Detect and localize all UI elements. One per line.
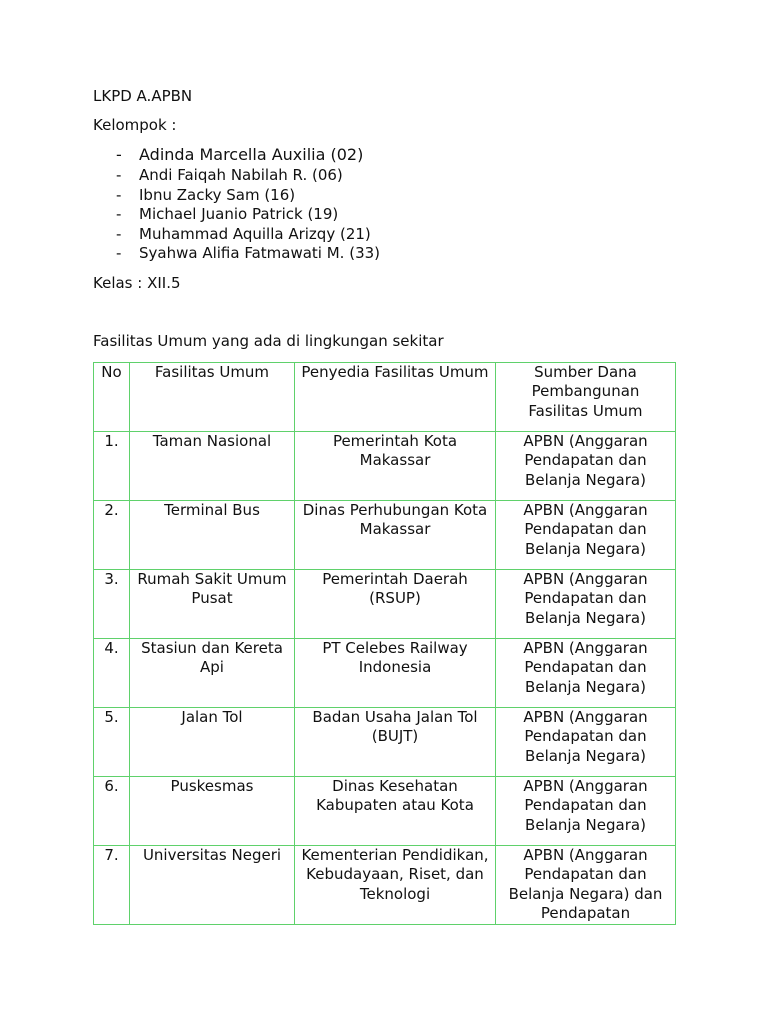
cell-facility: Rumah Sakit Umum Pusat (130, 570, 295, 639)
table-row (94, 777, 676, 846)
list-item (116, 225, 380, 245)
bullet-dash: - (116, 185, 122, 204)
table-row (94, 846, 676, 925)
bullet-dash: - (116, 244, 122, 263)
table-row (94, 432, 676, 501)
cell-no: 1. (94, 432, 130, 501)
list-item (116, 205, 380, 225)
cell-funding: APBN (Anggaran Pendapatan dan Belanja Negara) (496, 708, 676, 777)
group-label: Kelompok : (93, 116, 177, 134)
cell-no: 6. (94, 777, 130, 846)
facilities-table (93, 362, 676, 925)
cell-facility: Universitas Negeri (130, 846, 295, 925)
cell-provider: Kementerian Pendidikan, Kebudayaan, Riset, dan Teknologi (295, 846, 496, 925)
bullet-dash: - (116, 224, 122, 243)
cell-funding: APBN (Anggaran Pendapatan dan Belanja Negara) (496, 501, 676, 570)
table-row (94, 570, 676, 639)
cell-no: 5. (94, 708, 130, 777)
cell-funding: APBN (Anggaran Pendapatan dan Belanja Negara) (496, 432, 676, 501)
cell-facility: Jalan Tol (130, 708, 295, 777)
member-name: Michael Juanio Patrick (19) (139, 205, 339, 224)
table-row (94, 639, 676, 708)
list-item (116, 166, 380, 186)
cell-provider: PT Celebes Railway Indonesia (295, 639, 496, 708)
cell-no: 7. (94, 846, 130, 925)
cell-facility: Stasiun dan Kereta Api (130, 639, 295, 708)
header-facility: Fasilitas Umum (130, 363, 295, 432)
cell-provider: Badan Usaha Jalan Tol (BUJT) (295, 708, 496, 777)
member-name: Ibnu Zacky Sam (16) (139, 185, 296, 204)
header-funding: Sumber Dana Pembangunan Fasilitas Umum (496, 363, 676, 432)
cell-funding: APBN (Anggaran Pendapatan dan Belanja Negara) (496, 639, 676, 708)
bullet-dash: - (116, 145, 122, 164)
cell-no: 3. (94, 570, 130, 639)
cell-provider: Dinas Kesehatan Kabupaten atau Kota (295, 777, 496, 846)
member-name: Andi Faiqah Nabilah R. (06) (139, 166, 343, 184)
class-line: Kelas : XII.5 (93, 274, 181, 292)
cell-funding: APBN (Anggaran Pendapatan dan Belanja Negara) dan Pendapatan (496, 846, 676, 925)
table-row (94, 708, 676, 777)
cell-facility: Puskesmas (130, 777, 295, 846)
cell-no: 4. (94, 639, 130, 708)
cell-facility: Terminal Bus (130, 501, 295, 570)
cell-provider: Pemerintah Daerah (RSUP) (295, 570, 496, 639)
bullet-dash: - (116, 166, 122, 184)
table-title: Fasilitas Umum yang ada di lingkungan sekitar (93, 332, 444, 350)
header-provider: Penyedia Fasilitas Umum (295, 363, 496, 432)
cell-provider: Dinas Perhubungan Kota Makassar (295, 501, 496, 570)
document-title: LKPD A.APBN (93, 87, 193, 105)
member-name: Adinda Marcella Auxilia (02) (139, 145, 364, 164)
member-list (116, 144, 380, 264)
member-name: Syahwa Alifia Fatmawati M. (33) (139, 244, 381, 263)
list-item (116, 186, 380, 206)
member-name: Muhammad Aquilla Arizqy (21) (139, 224, 371, 243)
list-item (116, 144, 380, 166)
cell-provider: Pemerintah Kota Makassar (295, 432, 496, 501)
bullet-dash: - (116, 205, 122, 224)
table-header-row (94, 363, 676, 432)
list-item (116, 244, 380, 264)
header-no: No (94, 363, 130, 432)
table-row (94, 501, 676, 570)
cell-facility: Taman Nasional (130, 432, 295, 501)
cell-no: 2. (94, 501, 130, 570)
cell-funding: APBN (Anggaran Pendapatan dan Belanja Negara) (496, 570, 676, 639)
cell-funding: APBN (Anggaran Pendapatan dan Belanja Negara) (496, 777, 676, 846)
